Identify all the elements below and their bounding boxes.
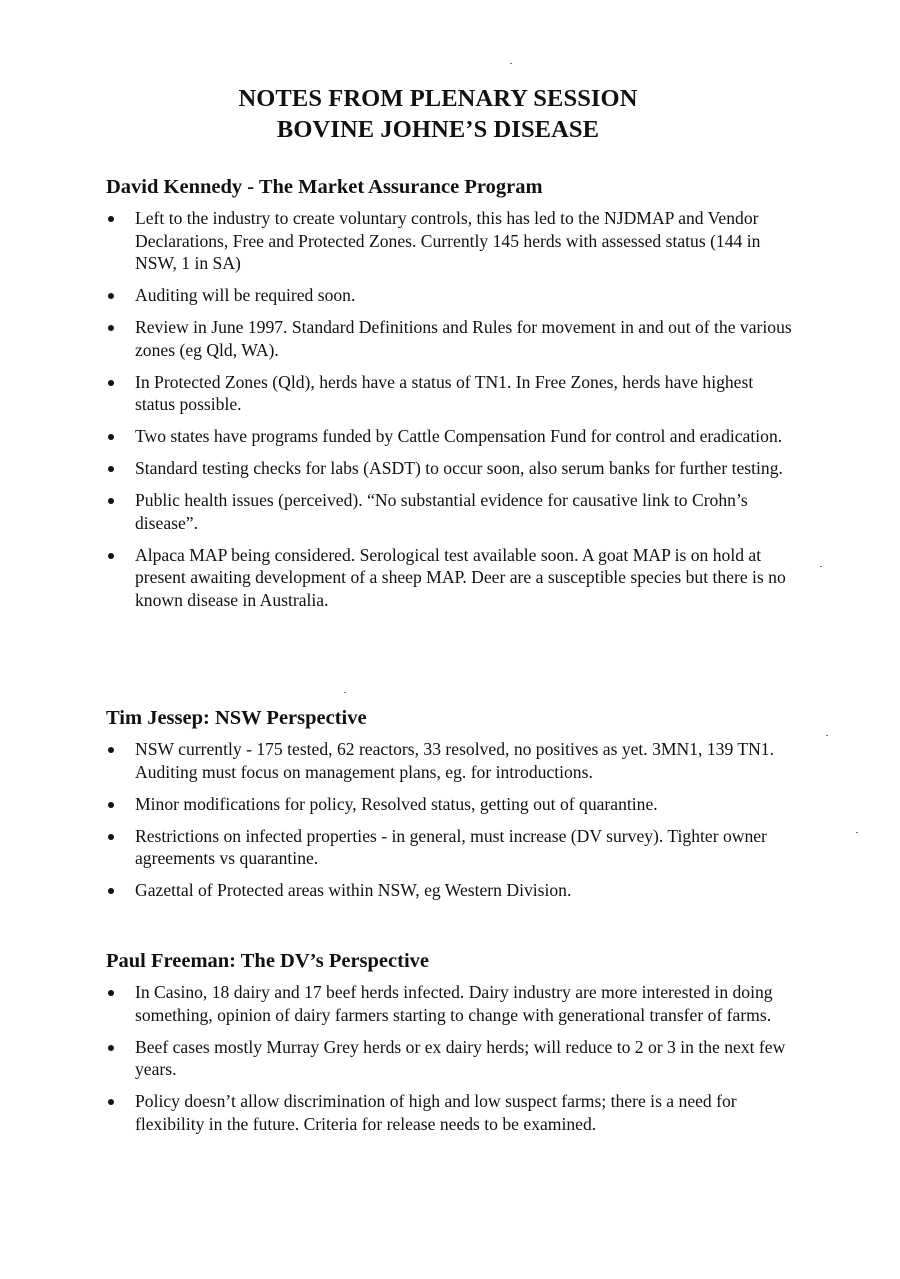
bullet-item	[106, 879, 796, 902]
bullet-text: Alpaca MAP being considered. Serological test available soon. A goat MAP is on hold at present awaiting development of a sheep MAP. Deer are a susceptible species but there is no known disease in Australia.	[135, 544, 786, 610]
bullet-icon	[108, 888, 114, 894]
bullet-text: Standard testing checks for labs (ASDT) to occur soon, also serum banks for further testing.	[135, 458, 783, 478]
scan-speck	[344, 692, 346, 693]
bullet-icon	[108, 1045, 114, 1051]
title-line-1: NOTES FROM PLENARY SESSION	[238, 85, 638, 112]
bullet-item	[106, 284, 796, 307]
bullet-item	[106, 457, 796, 480]
section-market-assurance	[106, 174, 796, 621]
bullet-icon	[108, 216, 114, 222]
title-line-2: BOVINE JOHNE’S DISEASE	[276, 116, 600, 143]
bullet-text: In Protected Zones (Qld), herds have a status of TN1. In Free Zones, herds have highest status possible.	[135, 371, 754, 414]
bullet-item	[106, 544, 796, 612]
bullet-text: Minor modifications for policy, Resolved status, getting out of quarantine.	[135, 793, 658, 814]
bullet-icon	[108, 325, 114, 331]
bullet-text: Public health issues (perceived). “No substantial evidence for causative link to Crohn’s disease”.	[135, 490, 748, 533]
bullet-icon	[108, 553, 114, 559]
section-heading: Paul Freeman: The DV’s Perspective	[106, 950, 429, 972]
bullet-icon	[108, 1099, 114, 1105]
bullet-text: NSW currently - 175 tested, 62 reactors, 33 resolved, no positives as yet. 3MN1, 139 TN1. Auditing must focus on management plans, eg. for introductions.	[135, 739, 774, 782]
bullet-item	[106, 316, 796, 361]
bullet-list	[106, 981, 796, 1135]
bullet-text: Policy doesn’t allow discrimination of high and low suspect farms; there is a need for flexibility in the future. Criteria for release needs to be examined.	[135, 1091, 737, 1134]
bullet-text: Restrictions on infected properties - in general, must increase (DV survey). Tighter owner agreements vs quarantine.	[135, 825, 767, 868]
bullet-text: Left to the industry to create voluntary controls, this has led to the NJDMAP and Vendor Declarations, Free and Protected Zones. Currently 145 herds with assessed status (144 in NSW, 1 in SA)	[135, 208, 761, 273]
bullet-text: Gazettal of Protected areas within NSW, eg Western Division.	[135, 880, 572, 900]
bullet-item	[106, 1036, 796, 1081]
bullet-item	[106, 825, 796, 870]
bullet-item	[106, 371, 796, 416]
document-title	[0, 83, 876, 145]
section-dv-perspective	[106, 948, 796, 1145]
bullet-icon	[108, 747, 114, 753]
bullet-text: Beef cases mostly Murray Grey herds or ex dairy herds; will reduce to 2 or 3 in the next few years.	[135, 1036, 786, 1079]
bullet-list	[106, 738, 796, 902]
bullet-text: In Casino, 18 dairy and 17 beef herds infected. Dairy industry are more interested in doing something, opinion of dairy farmers starting to change with generational transfer of farms.	[135, 982, 773, 1025]
scan-speck	[856, 832, 858, 833]
bullet-icon	[108, 990, 114, 996]
bullet-icon	[108, 802, 114, 808]
bullet-item	[106, 425, 796, 448]
section-heading: David Kennedy - The Market Assurance Program	[106, 176, 543, 198]
bullet-item	[106, 981, 796, 1026]
bullet-item	[106, 1090, 796, 1135]
bullet-item	[106, 738, 796, 783]
bullet-item	[106, 489, 796, 534]
bullet-icon	[108, 293, 114, 299]
section-heading: Tim Jessep: NSW Perspective	[106, 707, 367, 729]
bullet-item	[106, 793, 796, 816]
scan-speck	[820, 566, 822, 567]
bullet-text: Auditing will be required soon.	[135, 285, 356, 305]
bullet-icon	[108, 498, 114, 504]
scan-speck	[826, 735, 828, 736]
section-nsw-perspective	[106, 705, 796, 911]
bullet-icon	[108, 834, 114, 840]
bullet-list	[106, 207, 796, 611]
bullet-item	[106, 207, 796, 275]
bullet-icon	[108, 466, 114, 472]
scan-speck	[510, 63, 512, 64]
bullet-icon	[108, 434, 114, 440]
bullet-text: Two states have programs funded by Cattle Compensation Fund for control and eradication.	[135, 426, 783, 446]
bullet-icon	[108, 380, 114, 386]
bullet-text: Review in June 1997. Standard Definitions and Rules for movement in and out of the various zones (eg Qld, WA).	[135, 317, 792, 360]
